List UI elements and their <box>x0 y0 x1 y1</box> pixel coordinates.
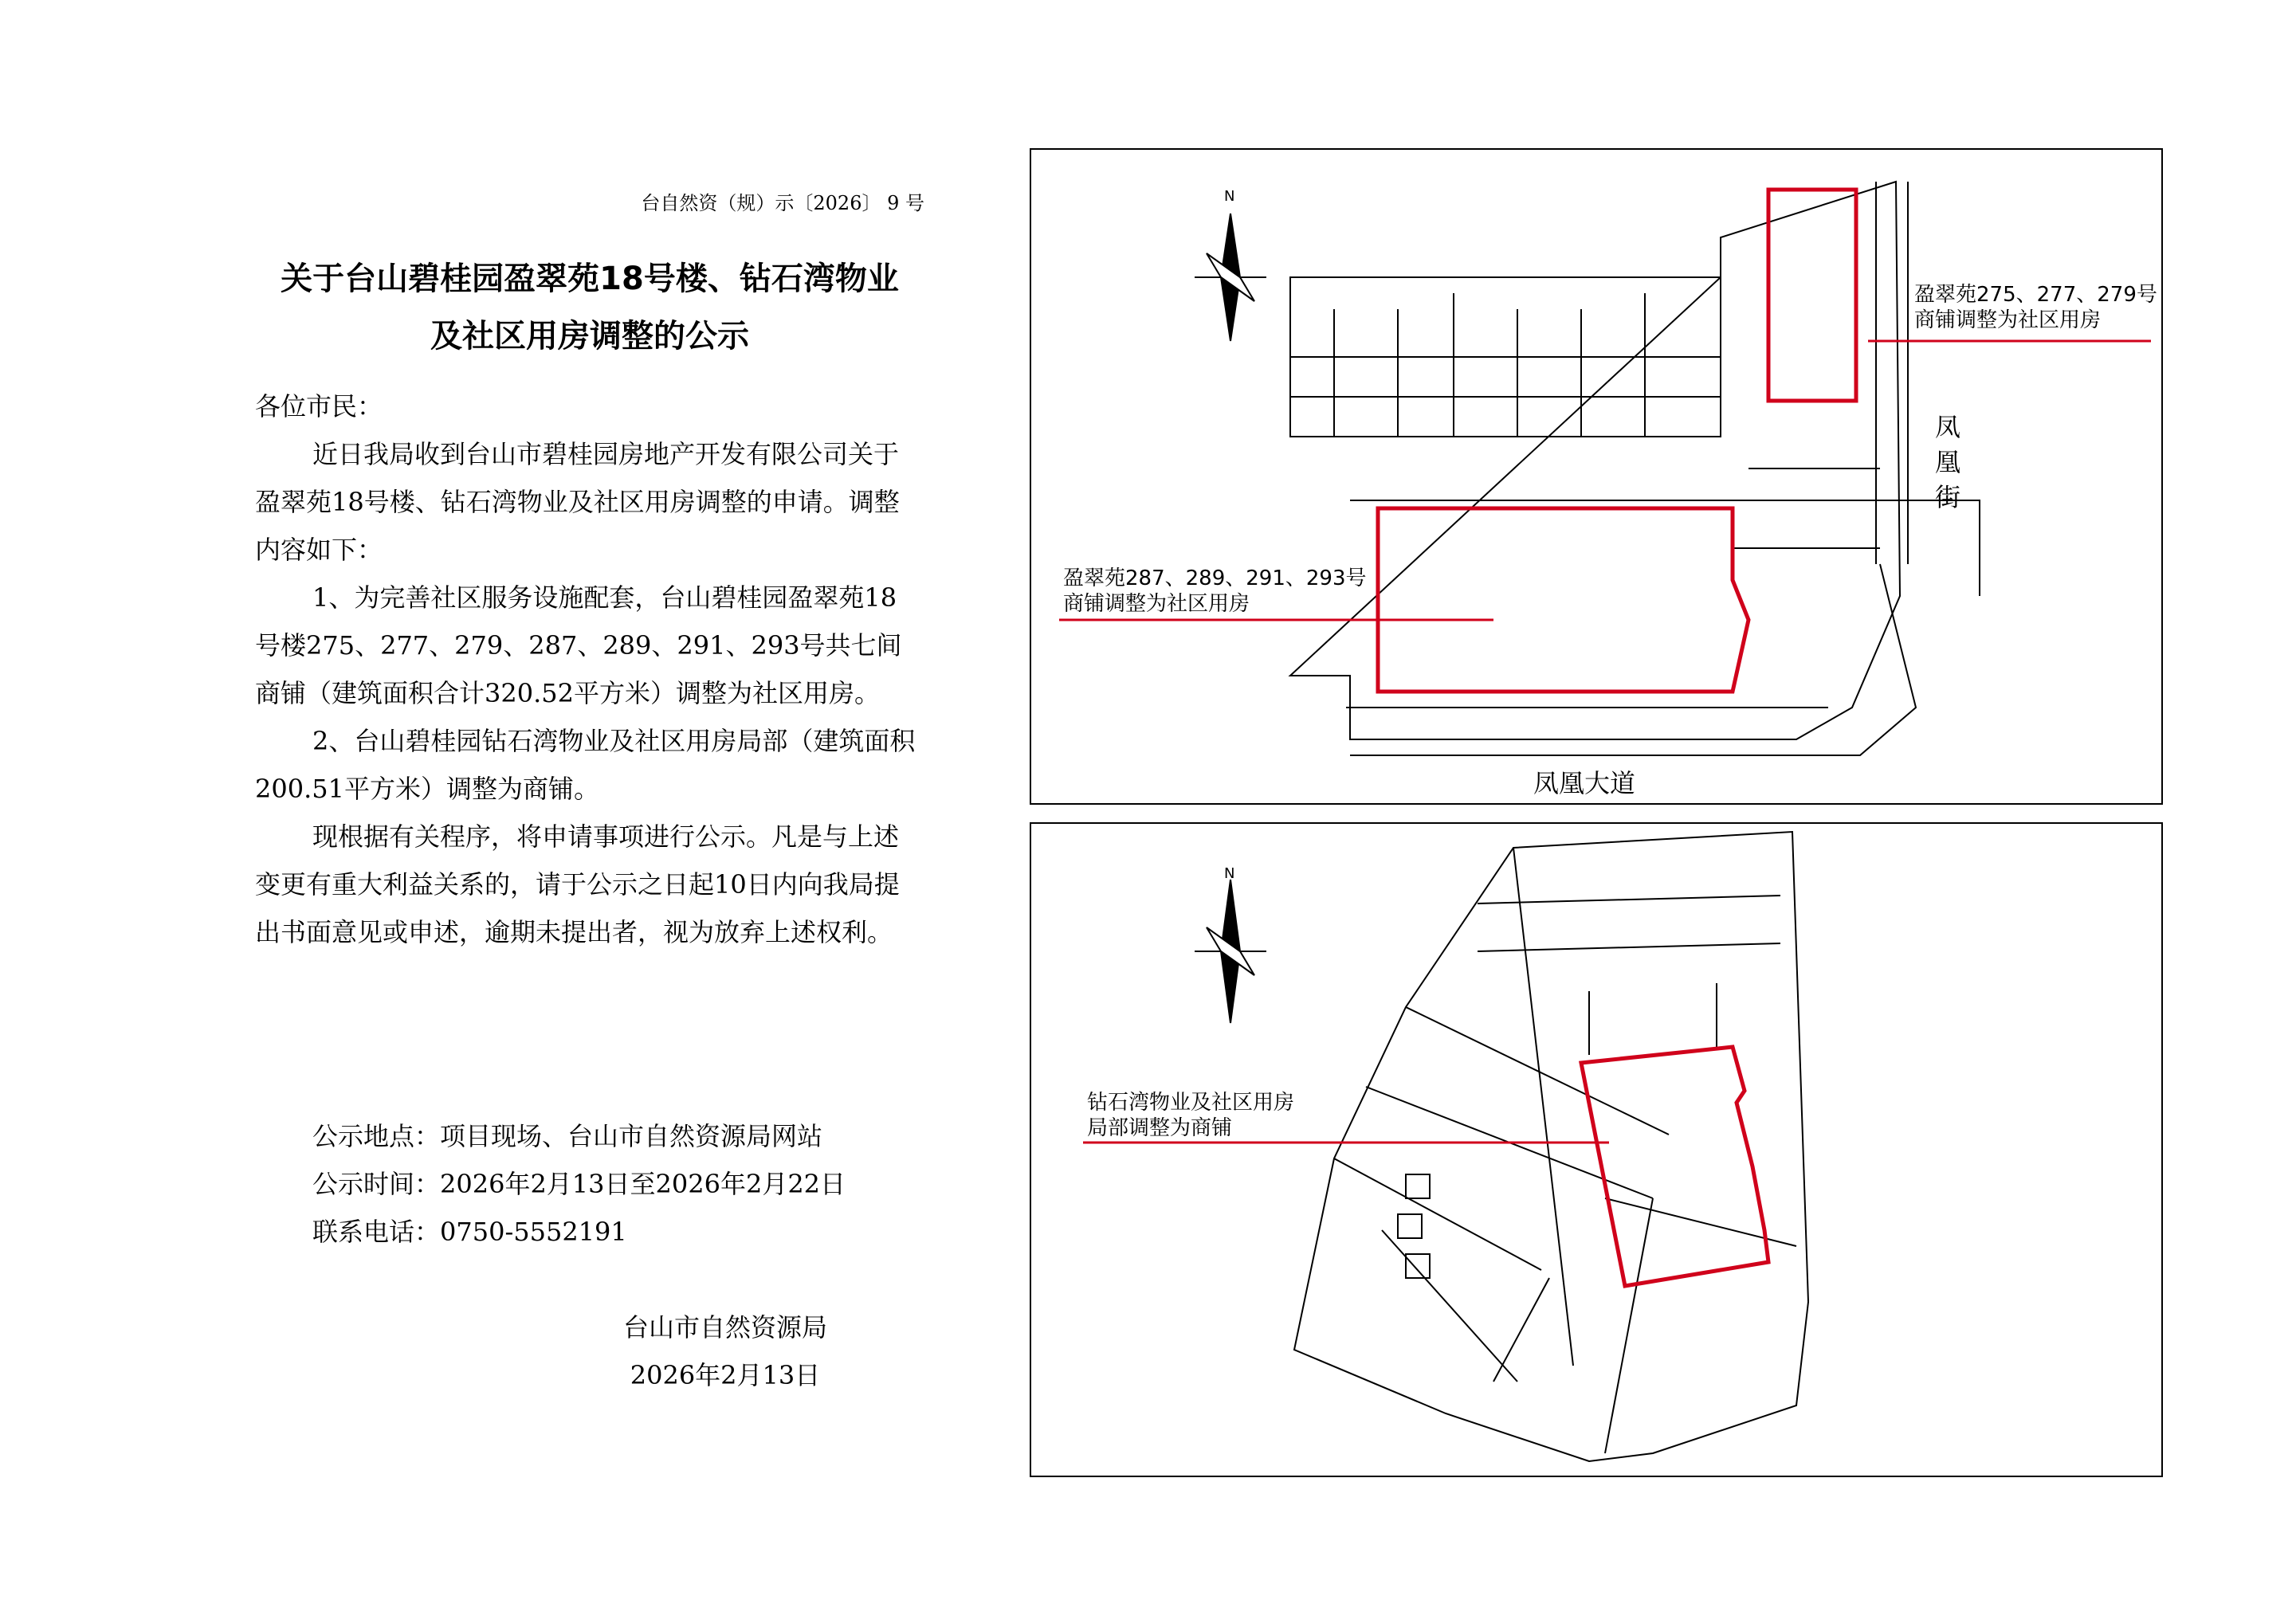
document-number: 台自然资（规）示〔2026〕 9 号 <box>641 192 924 214</box>
north-arrow-icon <box>1195 880 1266 1023</box>
label-shops-275-279-line-1: 盈翠苑275、277、279号 <box>1914 283 2157 307</box>
building-outline <box>1290 182 1980 755</box>
label-shops-287-293-line-1: 盈翠苑287、289、291、293号 <box>1063 566 1367 590</box>
title-line-1: 关于台山碧桂园盈翠苑18号楼、钻石湾物业 <box>281 261 899 297</box>
paragraph-procedure: 现根据有关程序，将申请事项进行公示。凡是与上述变更有重大利益关系的，请于公示之日起10日内向我局提出书面意见或申述，逾期未提出者，视为放弃上述权利。 <box>255 821 900 947</box>
label-property-line-1: 钻石湾物业及社区用房 <box>1087 1091 1295 1115</box>
info-location: 公示地点：项目现场、台山市自然资源局网站 <box>312 1121 823 1151</box>
street-label-fenghuang-dadao: 凤凰大道 <box>1533 768 1636 798</box>
north-label-2: N <box>1224 865 1235 882</box>
label-property-line-2: 局部调整为商铺 <box>1087 1116 1233 1140</box>
highlight-property-area <box>1581 1047 1768 1286</box>
signature-date: 2026年2月13日 <box>630 1360 821 1390</box>
floor-plan-drawing <box>1031 150 2161 803</box>
floor-plan-drawing-2 <box>1031 824 2161 1476</box>
info-period: 公示时间：2026年2月13日至2026年2月22日 <box>312 1169 846 1199</box>
info-phone: 联系电话：0750-5552191 <box>312 1217 627 1247</box>
floor-plan-zuanshiwan <box>1030 822 2163 1477</box>
paragraph-item-2: 2、台山碧桂园钻石湾物业及社区用房局部（建筑面积200.51平方米）调整为商铺。 <box>255 726 916 804</box>
building-outline-2 <box>1294 832 1808 1461</box>
highlight-shops-287-293 <box>1378 508 1748 692</box>
notice-body <box>255 382 918 956</box>
street-label-fenghuang-jie: 凤凰街 <box>1934 412 1960 512</box>
label-shops-275-279-line-2: 商铺调整为社区用房 <box>1914 308 2102 332</box>
signature-org: 台山市自然资源局 <box>622 1312 827 1343</box>
highlight-boundaries <box>1378 190 1856 692</box>
title-line-2: 及社区用房调整的公示 <box>430 318 749 355</box>
highlight-boundaries-2 <box>1581 1047 1768 1286</box>
paragraph-item-1: 1、为完善社区服务设施配套，台山碧桂园盈翠苑18号楼275、277、279、287、289、291、293号共七间商铺（建筑面积合计320.52平方米）调整为社区用房。 <box>255 582 902 708</box>
north-label: N <box>1224 188 1235 205</box>
label-shops-287-293-line-2: 商铺调整为社区用房 <box>1063 592 1250 616</box>
paragraph-intro: 近日我局收到台山市碧桂园房地产开发有限公司关于盈翠苑18号楼、钻石湾物业及社区用房调整的申请。调整内容如下： <box>255 439 900 565</box>
floor-plan-yingcuiyuan <box>1030 148 2163 805</box>
north-arrow-icon <box>1195 214 1266 341</box>
salutation: 各位市民： <box>255 391 383 421</box>
highlight-shops-275-279 <box>1768 190 1856 401</box>
